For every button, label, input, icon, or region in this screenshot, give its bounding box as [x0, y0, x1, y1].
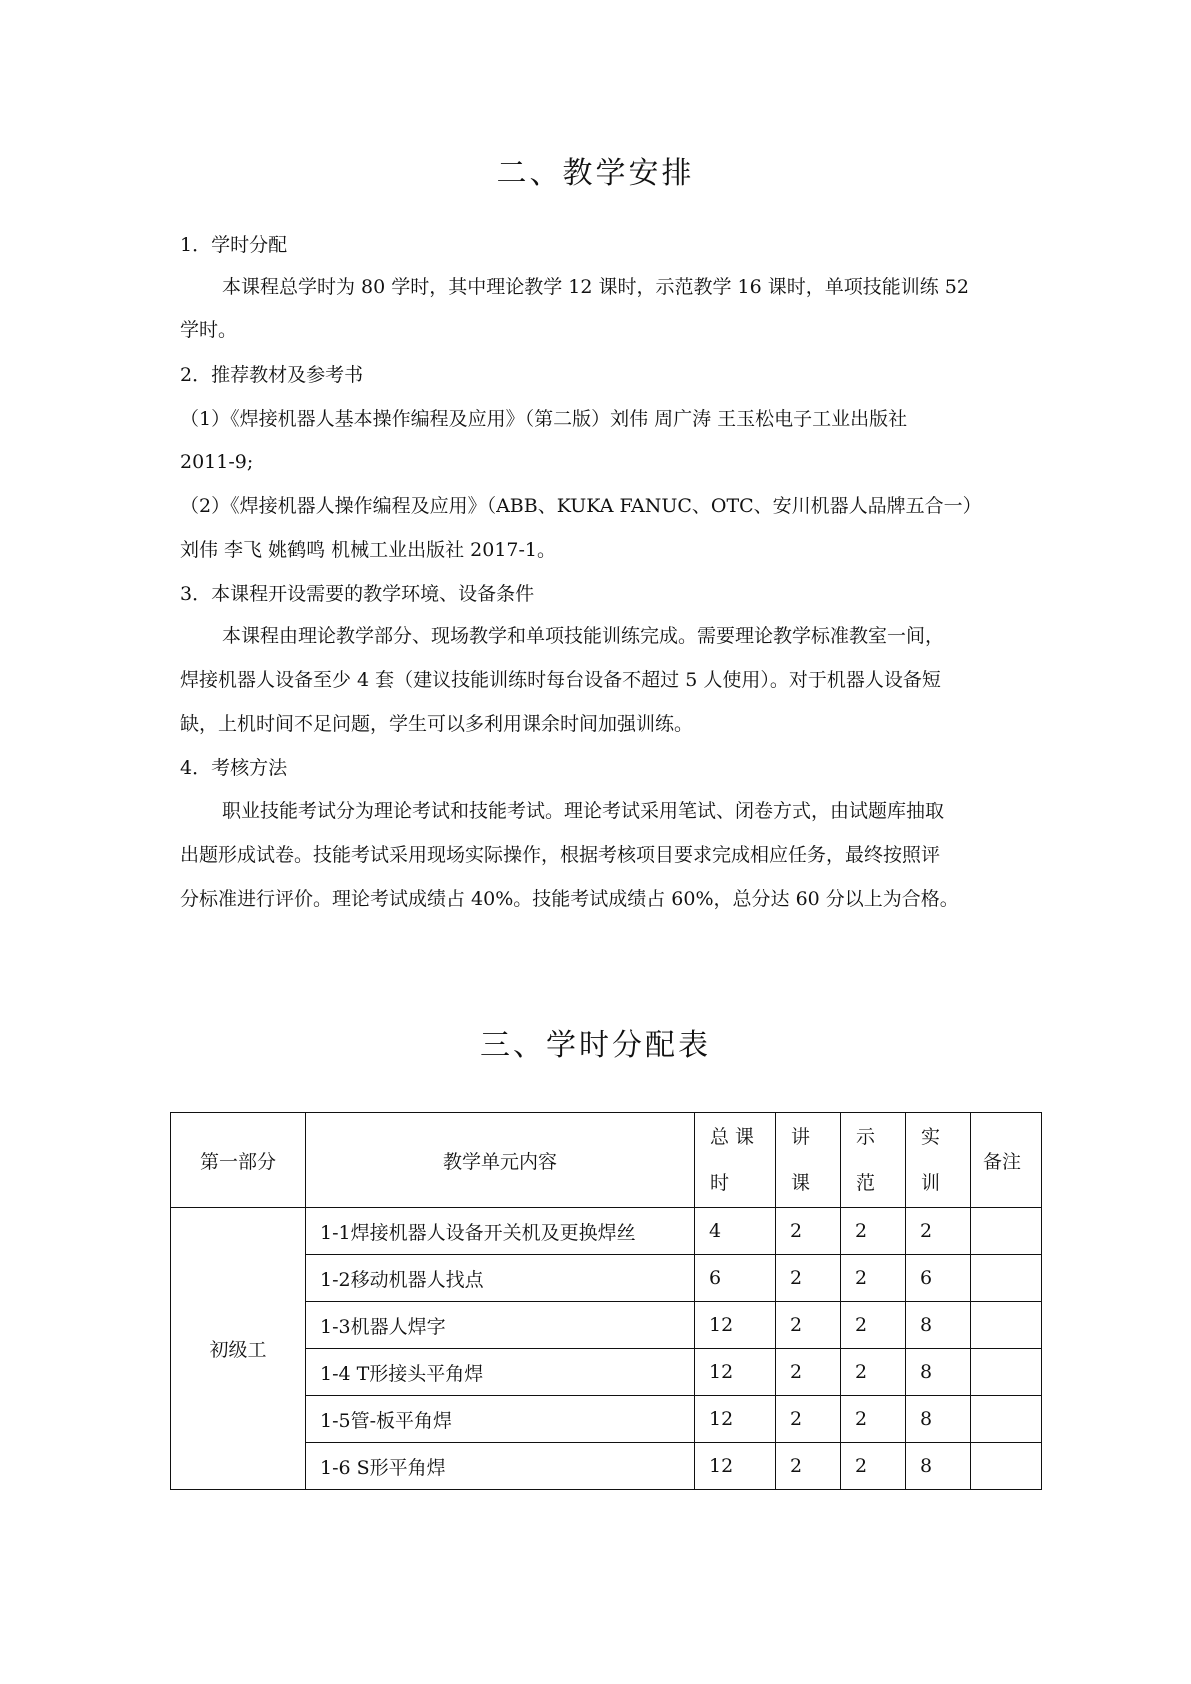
- header-total-hours: [695, 1113, 776, 1208]
- cell-total: 6: [695, 1255, 776, 1302]
- header-lecture: [776, 1113, 841, 1208]
- paragraph-environment-line3: 缺，上机时间不足问题，学生可以多利用课余时间加强训练。: [180, 713, 694, 735]
- paragraph-environment-line2: 焊接机器人设备至少 4 套（建议技能训练时每台设备不超过 5 人使用）。对于机器人设备短: [180, 669, 941, 691]
- textbook-2-line2: 刘伟 李飞 姚鹤鸣 机械工业出版社 2017-1。: [180, 539, 557, 561]
- table-header-row: [171, 1113, 1042, 1208]
- cell-total: 4: [695, 1208, 776, 1255]
- cell-lecture: 2: [776, 1396, 841, 1443]
- cell-remark: [971, 1302, 1042, 1349]
- header-lecture-a: 讲: [791, 1126, 811, 1148]
- cell-demo: 2: [841, 1396, 906, 1443]
- cell-content: 1-3机器人焊字: [306, 1302, 695, 1349]
- cell-demo: 2: [841, 1255, 906, 1302]
- group-cell-junior: 初级工: [171, 1208, 306, 1490]
- header-demo-a: 示: [856, 1126, 876, 1148]
- cell-remark: [971, 1443, 1042, 1490]
- paragraph-assessment-line2: 出题形成试卷。技能考试采用现场实际操作，根据考核项目要求完成相应任务，最终按照评: [180, 844, 941, 866]
- textbook-2-line1: （2）《焊接机器人操作编程及应用》（ABB、KUKA FANUC、OTC、安川机器人品牌五合一）: [180, 495, 982, 517]
- cell-total: 12: [695, 1302, 776, 1349]
- header-remark: 备注: [971, 1113, 1042, 1208]
- cell-lecture: 2: [776, 1349, 841, 1396]
- heading-textbooks: 2．推荐教材及参考书: [180, 364, 364, 386]
- cell-practice: 8: [906, 1302, 971, 1349]
- cell-demo: 2: [841, 1302, 906, 1349]
- header-content: 教学单元内容: [306, 1113, 695, 1208]
- header-total-hours-b: 时: [710, 1172, 730, 1194]
- cell-practice: 8: [906, 1349, 971, 1396]
- heading-hours-allocation: 1．学时分配: [180, 234, 288, 256]
- header-part: 第一部分: [171, 1113, 306, 1208]
- cell-demo: 2: [841, 1349, 906, 1396]
- paragraph-hours-line2: 学时。: [180, 319, 238, 341]
- cell-content: 1-2移动机器人找点: [306, 1255, 695, 1302]
- cell-content: 1-6 S形平角焊: [306, 1443, 695, 1490]
- cell-remark: [971, 1208, 1042, 1255]
- textbook-1-line1: （1）《焊接机器人基本操作编程及应用》（第二版）刘伟 周广涛 王玉松电子工业出版社: [180, 408, 908, 430]
- cell-remark: [971, 1255, 1042, 1302]
- header-total-hours-a: 总 课: [710, 1126, 755, 1148]
- paragraph-assessment-line1: 职业技能考试分为理论考试和技能考试。理论考试采用笔试、闭卷方式，由试题库抽取: [222, 800, 945, 822]
- cell-practice: 2: [906, 1208, 971, 1255]
- cell-practice: 8: [906, 1443, 971, 1490]
- cell-total: 12: [695, 1349, 776, 1396]
- cell-demo: 2: [841, 1208, 906, 1255]
- cell-lecture: 2: [776, 1255, 841, 1302]
- section-title-hours-table: 三、学时分配表: [480, 1028, 711, 1063]
- cell-content: 1-5管-板平角焊: [306, 1396, 695, 1443]
- paragraph-assessment-line3: 分标准进行评价。理论考试成绩占 40%。技能考试成绩占 60%，总分达 60 分以上为合格。: [180, 888, 959, 910]
- cell-practice: 8: [906, 1396, 971, 1443]
- header-demo-b: 范: [856, 1172, 876, 1194]
- section-title-teaching-arrangement: 二、教学安排: [496, 156, 695, 191]
- textbook-1-line2: 2011-9;: [180, 451, 254, 473]
- cell-practice: 6: [906, 1255, 971, 1302]
- header-lecture-b: 课: [791, 1172, 811, 1194]
- cell-lecture: 2: [776, 1302, 841, 1349]
- cell-content: 1-1焊接机器人设备开关机及更换焊丝: [306, 1208, 695, 1255]
- cell-total: 12: [695, 1443, 776, 1490]
- cell-demo: 2: [841, 1443, 906, 1490]
- heading-environment: 3．本课程开设需要的教学环境、设备条件: [180, 583, 535, 605]
- heading-assessment: 4．考核方法: [180, 757, 288, 779]
- header-practice-b: 训: [921, 1172, 941, 1194]
- paragraph-environment-line1: 本课程由理论教学部分、现场教学和单项技能训练完成。需要理论教学标准教室一间，: [222, 625, 945, 647]
- cell-remark: [971, 1396, 1042, 1443]
- cell-content: 1-4 T形接头平角焊: [306, 1349, 695, 1396]
- table-row: [171, 1208, 1042, 1255]
- cell-lecture: 2: [776, 1208, 841, 1255]
- header-practice: [906, 1113, 971, 1208]
- header-demo: [841, 1113, 906, 1208]
- paragraph-hours-line1: 本课程总学时为 80 学时，其中理论教学 12 课时，示范教学 16 课时，单项技能训练 52: [222, 276, 969, 298]
- cell-remark: [971, 1349, 1042, 1396]
- hours-allocation-table: [170, 1112, 1042, 1490]
- cell-lecture: 2: [776, 1443, 841, 1490]
- cell-total: 12: [695, 1396, 776, 1443]
- header-practice-a: 实: [921, 1126, 941, 1148]
